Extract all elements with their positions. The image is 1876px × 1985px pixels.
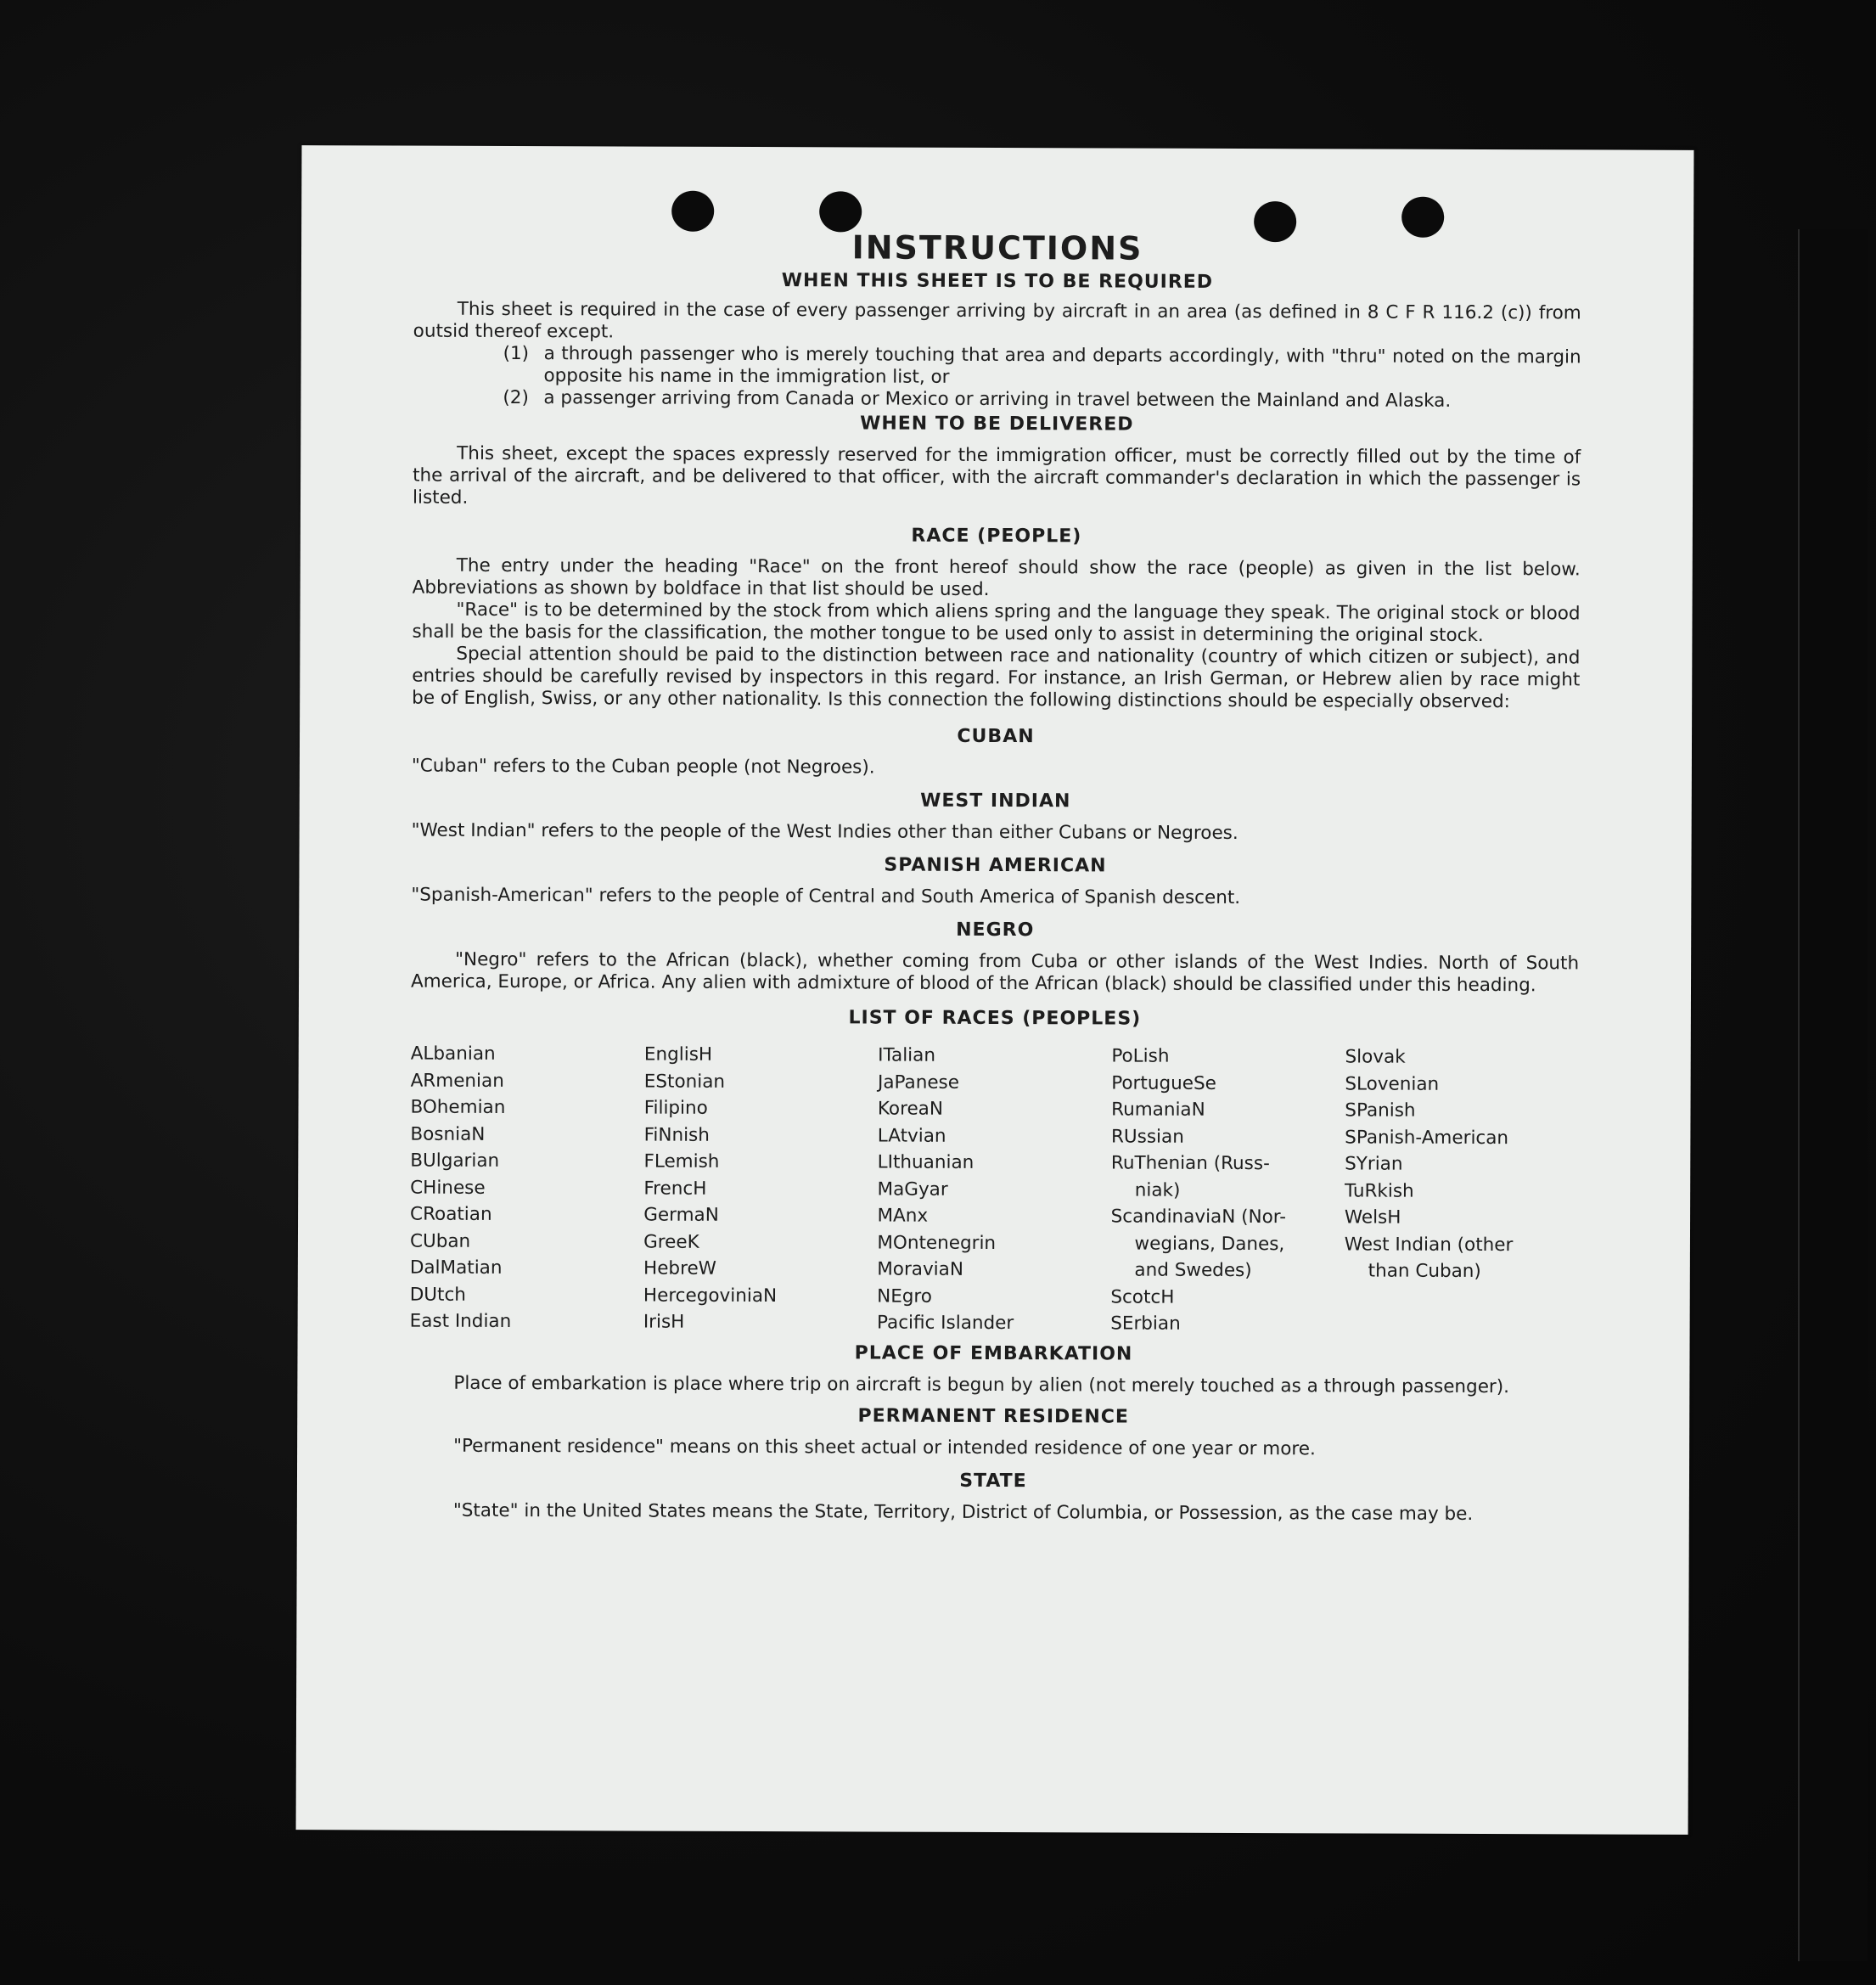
race-entry: BOhemian	[410, 1096, 506, 1118]
race-entry: BUlgarian	[410, 1150, 500, 1172]
race-entry: Pacific Islander	[876, 1312, 1014, 1335]
embarkation-text: Place of embarkation is place where trip on aircraft is begun by alien (not merely touched as a through passenger).	[453, 1372, 1510, 1397]
race-entry-continued: than Cuban)	[1368, 1260, 1481, 1283]
race-entry: East Indian	[409, 1310, 512, 1333]
race-entry: LIthuanian	[877, 1151, 975, 1173]
race-entry: NEgro	[877, 1285, 933, 1307]
race-entry: DUtch	[409, 1284, 466, 1306]
race-entry-continued: niak)	[1134, 1179, 1181, 1201]
race-entry: IrisH	[643, 1311, 685, 1333]
race-paragraph-3: Special attention should be paid to the distinction between race and nationality (country of which citizen or subject), and entries should be carefully revised by inspectors in this regard. For instance, an Irish German, or Hebrew alien by race might be of English, Swiss, or any other nationality. Is this connection the following distinctions should be especially observed:	[412, 643, 1581, 713]
heading-cuban: CUBAN	[957, 725, 1035, 748]
race-entry: PoLish	[1111, 1045, 1170, 1067]
race-paragraph-1: The entry under the heading "Race" on the front hereof should show the race (people) as given in the list below. Abbreviations as shown by boldface in that list should be used.	[412, 554, 1581, 600]
heading-place-of-embarkation: PLACE OF EMBARKATION	[854, 1341, 1133, 1365]
race-entry: MoraviaN	[877, 1258, 963, 1280]
race-entry: EStonian	[643, 1071, 726, 1093]
heading-state: STATE	[959, 1470, 1027, 1492]
race-entry: RUssian	[1110, 1125, 1184, 1148]
race-entry: ITalian	[878, 1044, 936, 1066]
races-list	[410, 1041, 1579, 1339]
race-entry: DalMatian	[409, 1257, 503, 1279]
race-entry: SErbian	[1110, 1313, 1181, 1335]
race-entry: SPanish	[1345, 1099, 1416, 1122]
race-entry: Slovak	[1345, 1046, 1406, 1068]
race-entry: SLovenian	[1345, 1072, 1440, 1095]
race-entry: PortugueSe	[1111, 1071, 1216, 1094]
spanish-american-text: "Spanish-American" refers to the people of Central and South America of Spanish descent.	[411, 884, 1241, 909]
exception-text: a passenger arriving from Canada or Mexico or arriving in travel between the Mainland and Alaska.	[543, 387, 1452, 412]
heading-permanent-residence: PERMANENT RESIDENCE	[857, 1404, 1129, 1428]
heading-when-required: WHEN THIS SHEET IS TO BE REQUIRED	[781, 270, 1214, 293]
exception-item-2	[413, 387, 1581, 413]
state-text: "State" in the United States means the State, Territory, District of Columbia, or Possession, as the case may be.	[452, 1499, 1474, 1525]
race-entry: Filipino	[643, 1097, 708, 1119]
races-column-2	[643, 1042, 878, 1336]
race-entry: West Indian (other	[1344, 1233, 1514, 1256]
heading-spanish-american: SPANISH AMERICAN	[884, 854, 1107, 877]
race-entry: JaPanese	[877, 1071, 960, 1094]
race-entry: CUban	[409, 1230, 471, 1252]
negro-text: "Negro" refers to the African (black), whether coming from Cuba or other islands of the West Indies. North of South America, Europe, or Africa. Any alien with admixture of blood of the African (black) should be classified under this heading.	[410, 948, 1580, 997]
document-sheet	[296, 145, 1694, 1835]
heading-list-of-races: LIST OF RACES (PEOPLES)	[848, 1007, 1142, 1030]
page-title: INSTRUCTIONS	[851, 228, 1143, 267]
race-entry: FrencH	[643, 1178, 707, 1200]
races-column-3	[877, 1043, 1111, 1337]
race-entry: BosniaN	[410, 1123, 486, 1145]
heading-when-delivered: WHEN TO BE DELIVERED	[860, 413, 1134, 436]
race-entry: MAnx	[877, 1205, 929, 1227]
race-entry: GreeK	[643, 1231, 699, 1253]
exception-item-1	[413, 343, 1581, 391]
races-column-4	[1110, 1043, 1345, 1337]
race-entry: TuRkish	[1344, 1179, 1414, 1202]
west-indian-text: "West Indian" refers to the people of the West Indies other than either Cubans or Negroes.	[411, 819, 1238, 844]
cuban-text: "Cuban" refers to the Cuban people (not Negroes).	[411, 755, 875, 779]
race-entry: FiNnish	[643, 1124, 710, 1146]
race-entry: KoreaN	[877, 1098, 944, 1120]
race-entry: HebreW	[643, 1257, 717, 1279]
race-entry: LAtvian	[877, 1125, 946, 1147]
race-entry: ARmenian	[410, 1070, 504, 1092]
exception-number: (2)	[503, 386, 529, 409]
race-entry: CRoatian	[410, 1203, 492, 1225]
delivered-text: This sheet, except the spaces expressly reserved for the immigration officer, must be correctly filled out by the time of the arrival of the aircraft, and be delivered to that officer, with the aircraft commander's declaration in which the passenger is listed.	[412, 442, 1581, 509]
race-entry: FLemish	[643, 1150, 720, 1172]
race-paragraph-2: "Race" is to be determined by the stock from which aliens spring and the language they speak. The original stock or blood shall be the basis for the classification, the mother tongue to be used only to assist in determining the original stock.	[412, 599, 1581, 647]
races-column-1	[410, 1041, 644, 1336]
race-entry: EnglisH	[643, 1043, 713, 1066]
punch-hole-2	[819, 191, 862, 232]
heading-negro: NEGRO	[956, 919, 1035, 942]
required-intro: This sheet is required in the case of every passenger arriving by aircraft in an area (as defined in 8 C F R 116.2 (c)) from outsid thereof except.	[413, 298, 1581, 343]
race-entry: SYrian	[1345, 1153, 1403, 1175]
race-entry: ScandinaviaN (Nor-	[1110, 1206, 1287, 1229]
race-entry: MOntenegrin	[877, 1232, 997, 1254]
race-entry: HercegoviniaN	[643, 1285, 778, 1307]
race-entry: WelsH	[1344, 1206, 1401, 1229]
race-entry: RumaniaN	[1111, 1099, 1205, 1121]
race-entry: RuThenian (Russ-	[1110, 1152, 1270, 1175]
race-entry: CHinese	[410, 1177, 486, 1199]
scanner-edge-strip	[1798, 229, 1868, 1961]
race-entry: SPanish-American	[1345, 1126, 1509, 1149]
race-entry: ScotcH	[1110, 1285, 1175, 1308]
races-column-5	[1344, 1043, 1578, 1338]
race-entry-continued: and Swedes)	[1134, 1259, 1252, 1282]
exception-text: a through passenger who is merely touching that area and departs accordingly, with "thru" noted on the margin opposite his name in the immigration list, or	[543, 343, 1581, 388]
race-entry: GermaN	[643, 1204, 719, 1226]
instructions-content	[409, 228, 1581, 1526]
race-entry: ALbanian	[410, 1043, 496, 1065]
residence-text: "Permanent residence" means on this sheet actual or intended residence of one year or more.	[453, 1435, 1316, 1459]
punch-hole-1	[671, 191, 714, 232]
race-entry: MaGyar	[877, 1178, 948, 1201]
race-entry-continued: wegians, Danes,	[1134, 1233, 1285, 1255]
exception-number: (1)	[503, 342, 530, 365]
heading-west-indian: WEST INDIAN	[920, 790, 1071, 813]
heading-race: RACE (PEOPLE)	[911, 525, 1082, 548]
